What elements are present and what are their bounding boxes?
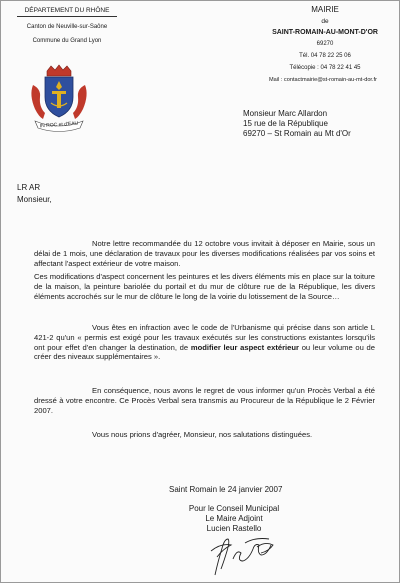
right-header bbox=[255, 5, 395, 84]
canton-label: Canton de Neuville-sur-Saône bbox=[26, 24, 108, 30]
town-name: SAINT-ROMAIN-AU-MONT-D'OR bbox=[272, 29, 378, 36]
paragraph-3: Vous êtes en infraction avec le code de l'Urbanisme qui précise dans son article L 421-2 qu'un « permis est exigé pour les travaux exécutés sur les constructions existantes lorsqu'ils ont pour effet d'en changer la destination, de modifier leur aspect extérieur ou leur volume ou de créer des niveaux supplémentaires ». bbox=[34, 323, 376, 362]
handwritten-signature bbox=[201, 529, 291, 579]
coat-of-arms-logo bbox=[29, 63, 89, 139]
motto-text: IN ROC et d'EAU bbox=[39, 120, 79, 130]
salutation: Monsieur, bbox=[17, 195, 52, 204]
emphasis-text: modifier leur aspect extérieur bbox=[190, 342, 299, 352]
recipient-city: 69270 – St Romain au Mt d'Or bbox=[243, 129, 351, 138]
recipient-name: Monsieur Marc Allardon bbox=[243, 109, 328, 118]
paragraph-1: Notre lettre recommandée du 12 octobre vous invitait à déposer en Mairie, sous un délai de 1 mois, une déclaration de travaux pour les diverses modifications réalisées par vos soins et affectant l'aspect extérieur de votre maison. bbox=[34, 239, 375, 268]
left-header bbox=[17, 6, 117, 45]
email: Mail : contactmairie@st-romain-au-mt-dor.fr bbox=[269, 77, 377, 83]
council-label: Pour le Conseil Municipal bbox=[188, 504, 280, 513]
paragraph-2: Ces modifications d'aspect concernent les peintures et les divers éléments mis en place sur la toiture de la maison, la peinture bariolée du portail et du mur de clôture rue de la République, les divers éléments accrochés sur le mur de clôture le long de la voirie du lotissement de la Source… bbox=[34, 272, 375, 301]
fax: Télécopie : 04 78 22 41 45 bbox=[289, 65, 361, 71]
signatory-role: Le Maire Adjoint bbox=[205, 514, 263, 523]
place-date: Saint Romain le 24 janvier 2007 bbox=[169, 485, 283, 494]
postcode: 69270 bbox=[316, 41, 334, 47]
department-label: DÉPARTEMENT DU RHÔNE bbox=[17, 6, 117, 17]
telephone: Tél. 04 78 22 25 06 bbox=[299, 53, 351, 59]
recipient-address bbox=[243, 109, 393, 139]
paragraph-5: Vous nous prions d'agréer, Monsieur, nos salutations distinguées. bbox=[92, 430, 313, 439]
de-label: de bbox=[321, 18, 329, 25]
paragraph-4: En conséquence, nous avons le regret de vous informer qu'un Procès Verbal a été dressé à votre encontre. Ce Procès Verbal sera transmis au Procureur de la République le 2 Février 2007. bbox=[34, 386, 375, 415]
mairie-label: MAIRIE bbox=[311, 5, 339, 14]
recipient-street: 15 rue de la République bbox=[243, 119, 328, 128]
letter-reference: LR AR bbox=[17, 183, 41, 192]
signatory-name: Lucien Rastello bbox=[206, 524, 262, 533]
commune-label: Commune du Grand Lyon bbox=[32, 38, 102, 44]
